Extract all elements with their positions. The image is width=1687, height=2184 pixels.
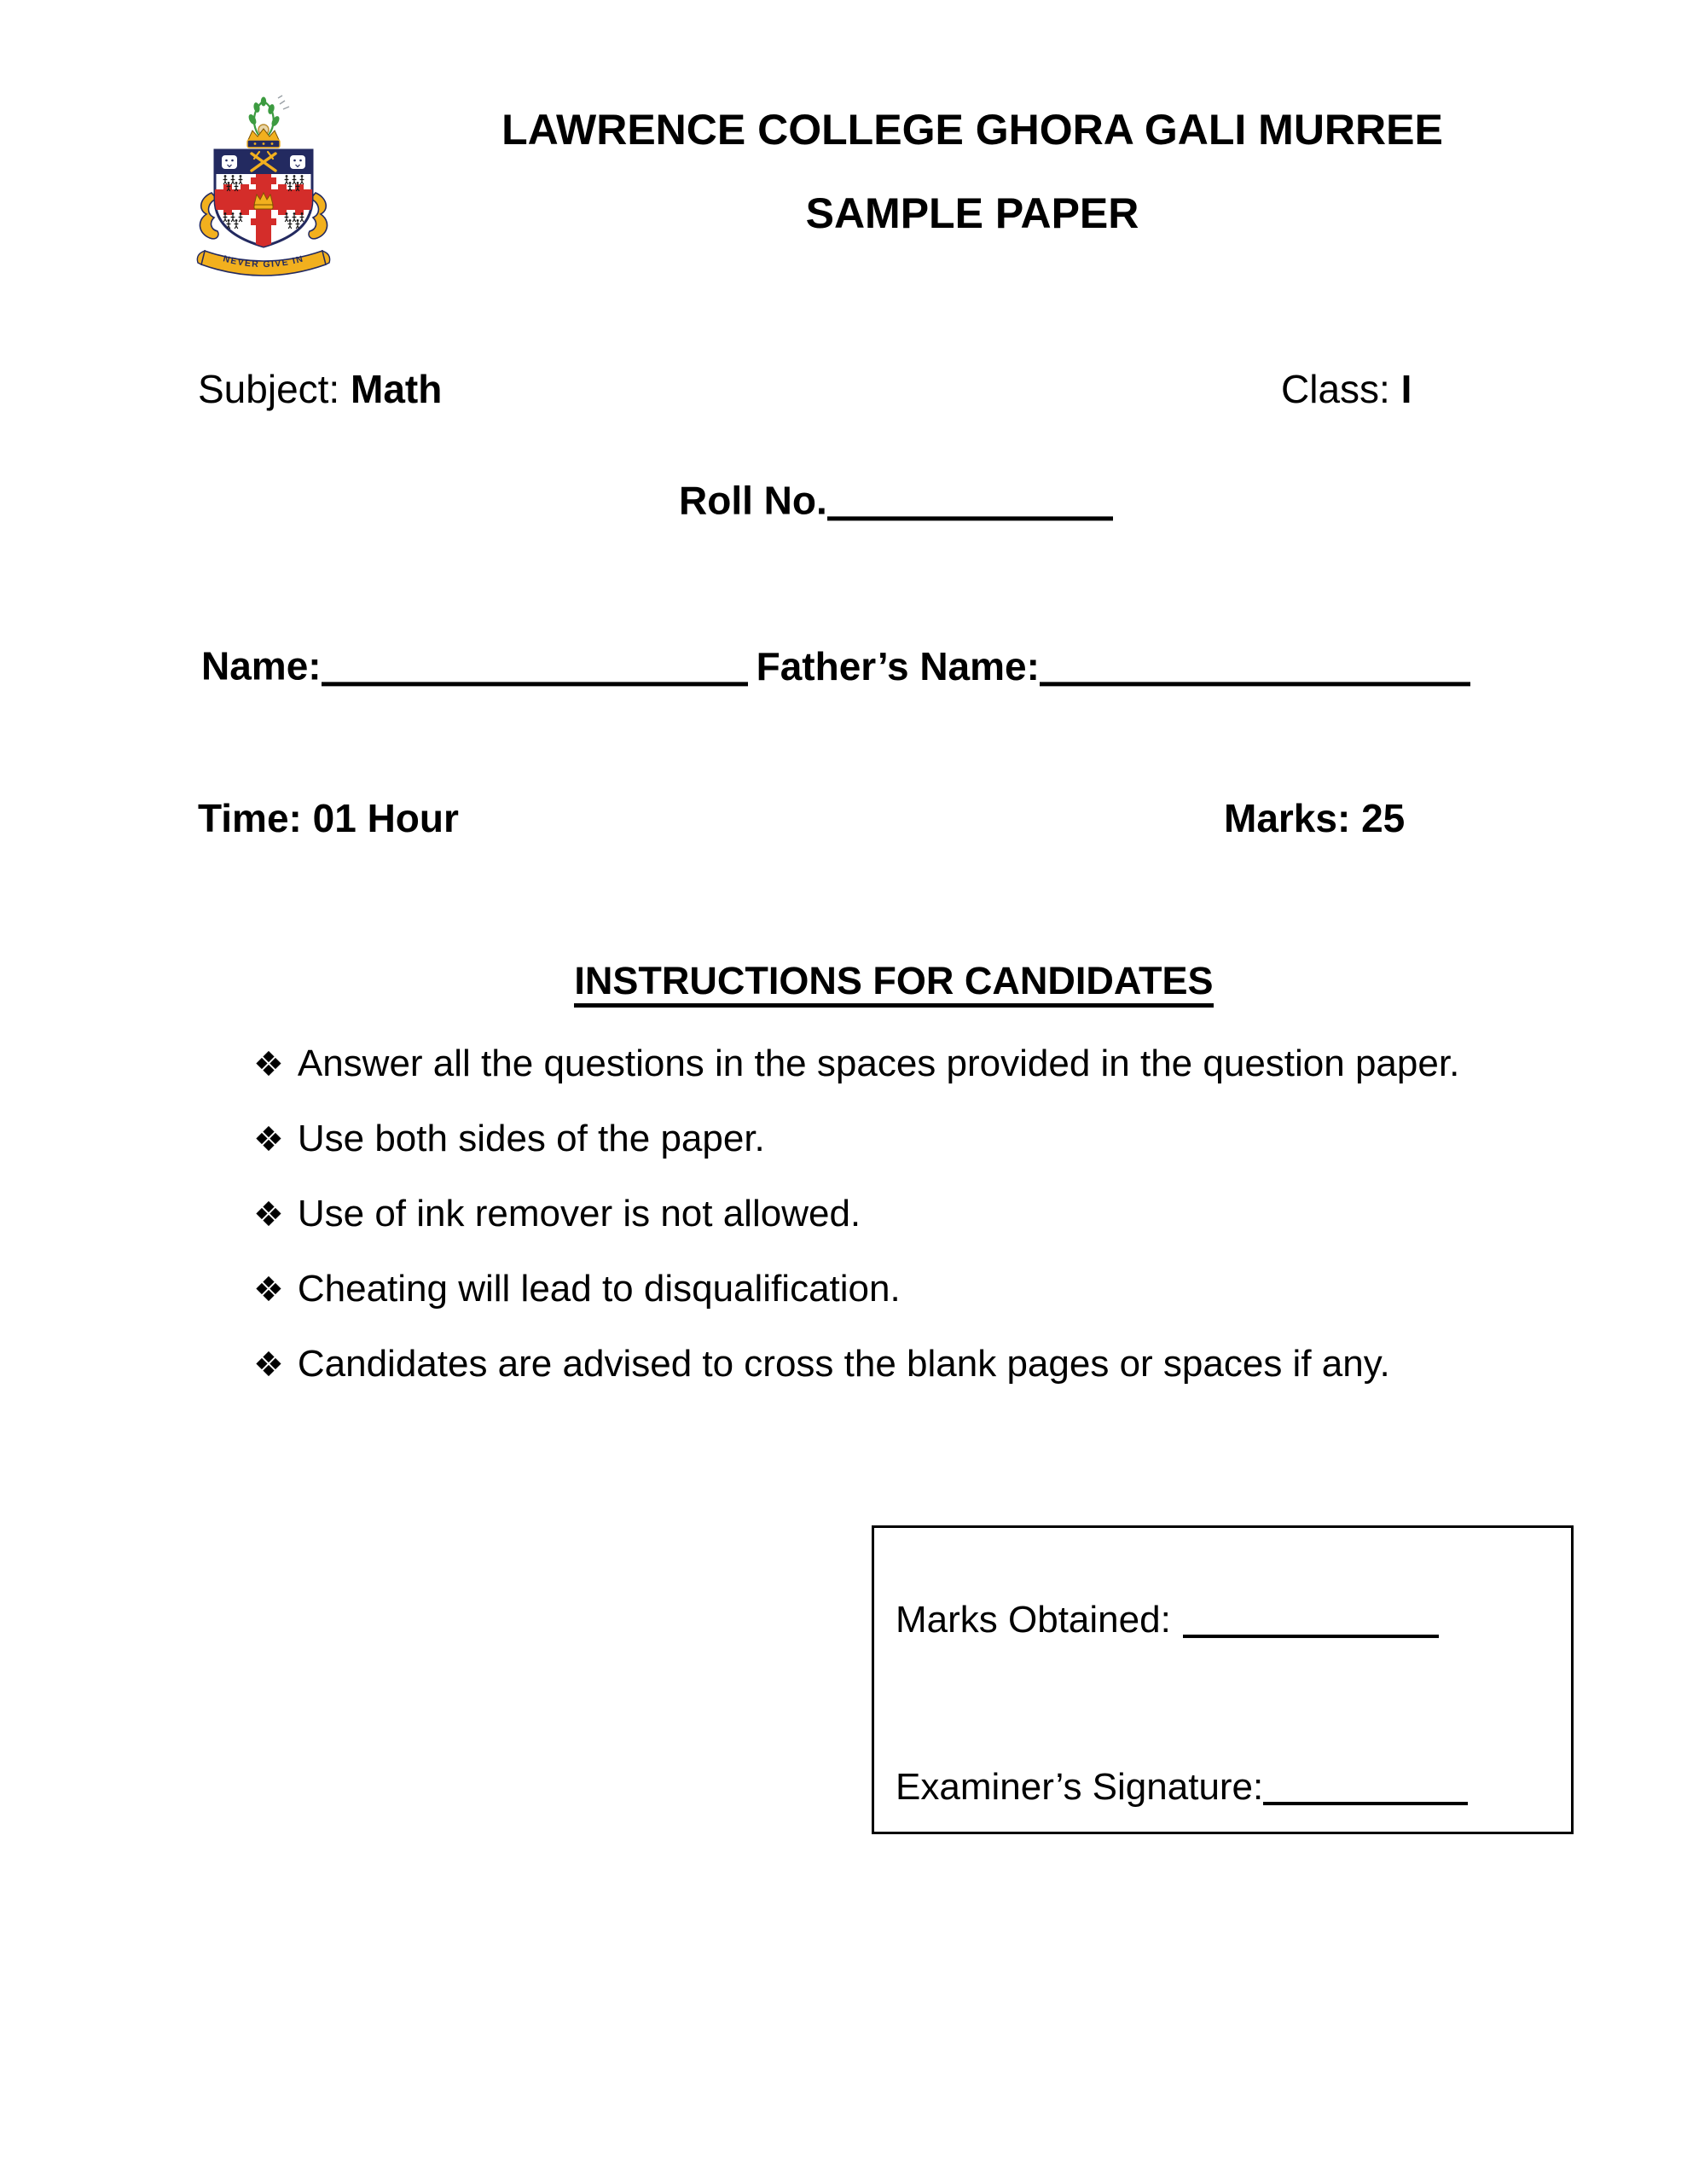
instructions-heading-row [297, 961, 1491, 1008]
class-label: Class: [1281, 367, 1390, 411]
instruction-text: Cheating will lead to disqualification. [297, 1268, 901, 1310]
instructions-heading: INSTRUCTIONS FOR CANDIDATES [574, 961, 1213, 1008]
examiner-signature-row [896, 1760, 1468, 1806]
diamond-bullet-icon: ❖ [253, 1195, 284, 1234]
father-name-blank-line [1040, 644, 1470, 686]
instruction-item [253, 1195, 861, 1233]
shield-icon [215, 150, 312, 247]
instruction-item [253, 1045, 1459, 1083]
name-row [201, 638, 1470, 686]
instruction-text: Use both sides of the paper. [297, 1118, 765, 1159]
diamond-bullet-icon: ❖ [253, 1120, 284, 1159]
marks-text: Marks: 25 [1224, 796, 1406, 840]
roll-no-label: Roll No. [679, 478, 827, 523]
college-crest-logo [194, 92, 333, 282]
diamond-bullet-icon: ❖ [253, 1045, 284, 1084]
roll-no-blank-line [827, 479, 1113, 520]
name-blank-line [322, 644, 748, 686]
crest-motto-text: NEVER GIVE IN [222, 253, 305, 270]
crown-icon [254, 193, 273, 209]
instruction-text: Candidates are advised to cross the blank pages or spaces if any. [297, 1343, 1390, 1385]
instruction-item [253, 1270, 901, 1308]
result-box [872, 1525, 1574, 1834]
motto-banner [197, 251, 329, 276]
subject-label: Subject: [198, 367, 340, 411]
instruction-text: Answer all the questions in the spaces provided in the question paper. [297, 1043, 1460, 1084]
instruction-item [253, 1345, 1390, 1383]
diamond-bullet-icon: ❖ [253, 1270, 284, 1310]
subject-row [198, 369, 442, 409]
name-label: Name: [201, 643, 322, 688]
crest-coronet [247, 129, 280, 148]
diamond-bullet-icon: ❖ [253, 1345, 284, 1385]
marks-obtained-row [896, 1593, 1439, 1639]
roll-no-row [679, 473, 1113, 523]
instruction-text: Use of ink remover is not allowed. [297, 1193, 861, 1234]
instruction-item [253, 1120, 765, 1158]
marks-obtained-label: Marks Obtained: [896, 1598, 1171, 1641]
time-text: Time: 01 Hour [198, 796, 459, 840]
class-value: I [1400, 367, 1412, 411]
examiner-signature-blank-line [1263, 1766, 1468, 1805]
paper-type-subtitle: SAMPLE PAPER [805, 189, 1139, 237]
subject-value: Math [351, 367, 443, 411]
marks-obtained-blank-line [1183, 1599, 1439, 1638]
examiner-signature-label: Examiner’s Signature: [896, 1765, 1264, 1808]
father-name-label: Father’s Name: [756, 643, 1040, 688]
page-title: LAWRENCE COLLEGE GHORA GALI MURREE [501, 106, 1443, 154]
class-row [1281, 369, 1412, 409]
